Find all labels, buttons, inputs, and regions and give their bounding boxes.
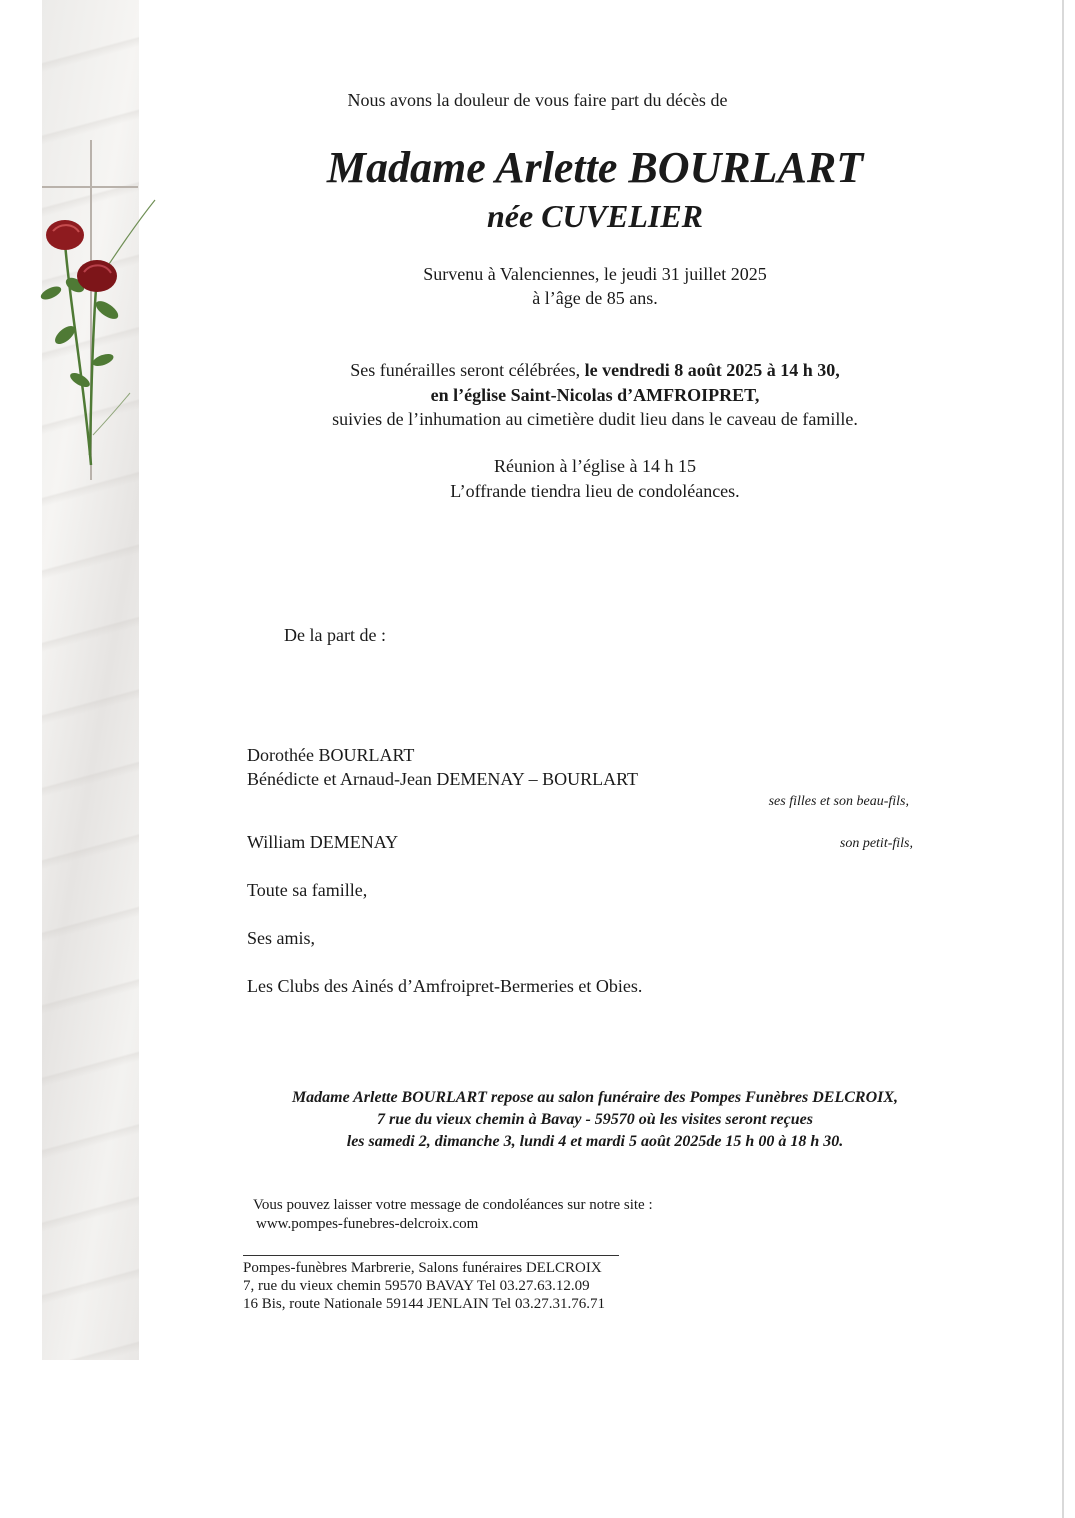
funeral-home-name: Pompes-funèbres Marbrerie, Salons funéraires DELCROIX bbox=[243, 1260, 602, 1276]
visitation-line: Madame Arlette BOURLART repose au salon funéraire des Pompes Funèbres DELCROIX, bbox=[291, 1089, 899, 1106]
funeral-home-address: 7, rue du vieux chemin 59570 BAVAY Tel 03.27.63.12.09 bbox=[243, 1278, 590, 1294]
website-link[interactable]: www.pompes-funebres-delcroix.com bbox=[256, 1216, 479, 1232]
funeral-intro: Ses funérailles seront célébrées, bbox=[350, 360, 585, 380]
divider bbox=[243, 1255, 619, 1256]
burial-line: suivies de l’inhumation au cimetière dudit lieu dans le caveau de famille. bbox=[332, 409, 858, 429]
announcement-intro: Nous avons la douleur de vous faire part du décès de bbox=[347, 90, 728, 110]
family-member: Dorothée BOURLART bbox=[247, 745, 415, 765]
funeral-date-time: le vendredi 8 août 2025 à 14 h 30, bbox=[584, 360, 840, 380]
family-member: Les Clubs des Ainés d’Amfroipret-Bermeries et Obies. bbox=[247, 976, 643, 996]
family-heading: De la part de : bbox=[284, 625, 386, 645]
deceased-name: Madame Arlette BOURLART bbox=[326, 143, 864, 192]
offering-line: L’offrande tiendra lieu de condoléances. bbox=[450, 481, 740, 501]
relation-note: son petit-fils, bbox=[839, 836, 913, 851]
family-member: Ses amis, bbox=[247, 928, 316, 948]
condolence-message: Vous pouvez laisser votre message de condoléances sur notre site : bbox=[253, 1197, 653, 1213]
visitation-line: 7 rue du vieux chemin à Bavay - 59570 où les visites seront reçues bbox=[377, 1111, 813, 1128]
maiden-name: née CUVELIER bbox=[486, 198, 704, 234]
meeting-line: Réunion à l’église à 14 h 15 bbox=[494, 456, 696, 476]
relation-note: ses filles et son beau-fils, bbox=[768, 794, 909, 809]
age-line: à l’âge de 85 ans. bbox=[532, 288, 658, 308]
family-member: Toute sa famille, bbox=[247, 880, 368, 900]
family-member: Bénédicte et Arnaud-Jean DEMENAY – BOURLART bbox=[247, 769, 639, 789]
family-member: William DEMENAY bbox=[247, 832, 399, 852]
funeral-home-address: 16 Bis, route Nationale 59144 JENLAIN Tel 03.27.31.76.71 bbox=[243, 1296, 605, 1312]
funeral-place: en l’église Saint-Nicolas d’AMFROIPRET, bbox=[430, 385, 760, 405]
funeral-date-line bbox=[0, 360, 1075, 381]
death-date-line: Survenu à Valenciennes, le jeudi 31 juillet 2025 bbox=[423, 264, 767, 284]
visitation-line: les samedi 2, dimanche 3, lundi 4 et mardi 5 août 2025de 15 h 00 à 18 h 30. bbox=[346, 1133, 844, 1150]
